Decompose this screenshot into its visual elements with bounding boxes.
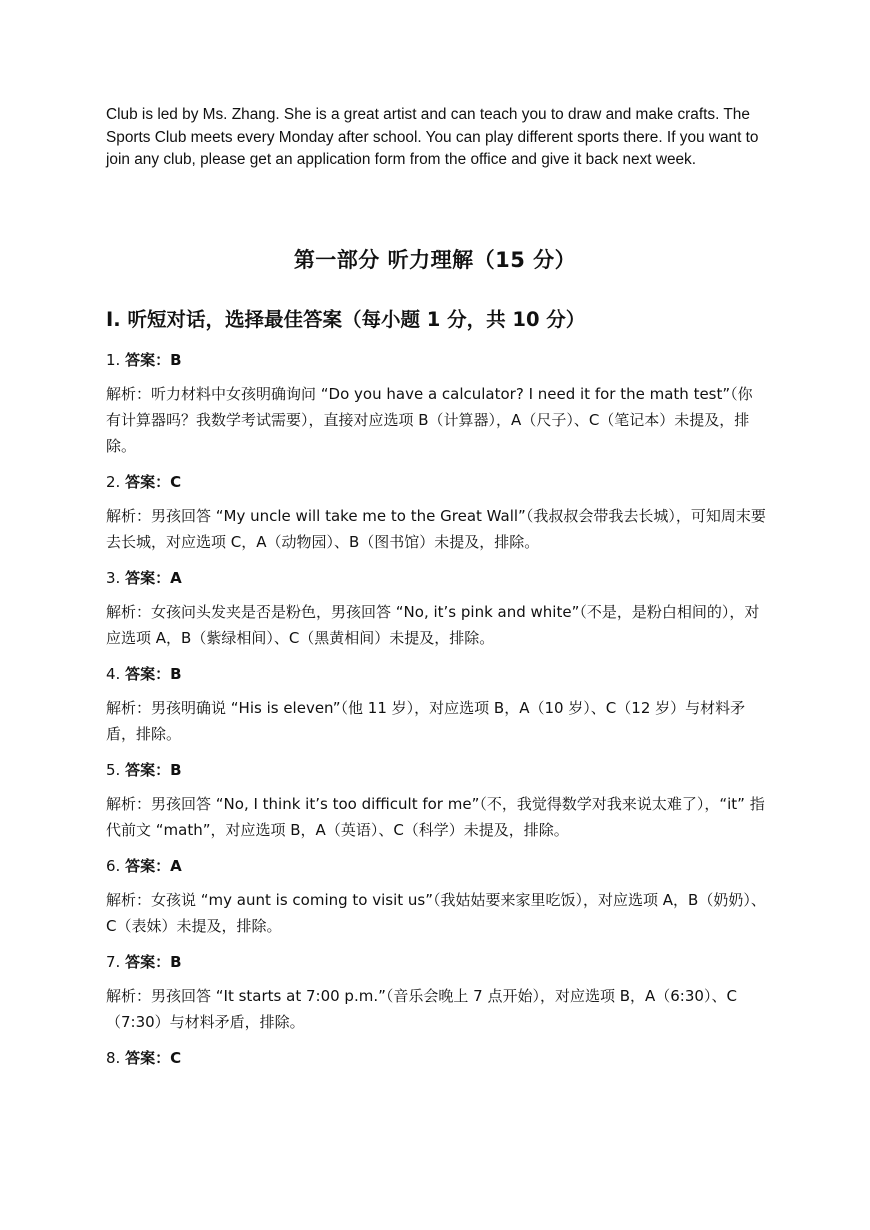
answer-label: 答案： [125, 665, 171, 683]
analysis-text: 解析：听力材料中女孩明确询问 “Do you have a calculator? I need it for the math test”（你有计算器吗？我数学考试需要），直接对应选项 B（计算器），A（尺子）、C（笔记本）未提及，排除。 [106, 385, 753, 455]
answer-label: 答案： [125, 857, 171, 875]
answer-label: 答案： [125, 351, 171, 369]
question-number: 7. [106, 953, 121, 971]
answer-line [106, 472, 181, 492]
answer-label: 答案： [125, 473, 171, 491]
question-number: 5. [106, 761, 121, 779]
analysis-text: 解析：女孩问头发夹是否是粉色，男孩回答 “No, it’s pink and white”（不是，是粉白相间的），对应选项 A，B（紫绿相间）、C（黑黄相间）未提及，排除。 [106, 603, 760, 647]
answer-value: C [170, 473, 182, 491]
answer-label: 答案： [125, 953, 171, 971]
answer-line [106, 856, 182, 876]
question-number: 3. [106, 569, 121, 587]
answer-line [106, 350, 182, 370]
answer-label: 答案： [125, 761, 171, 779]
question-number: 6. [106, 857, 121, 875]
answer-label: 答案： [125, 1049, 171, 1067]
answer-value: B [170, 351, 182, 369]
answer-line [106, 952, 182, 972]
answer-value: B [170, 665, 182, 683]
question-number: 4. [106, 665, 121, 683]
analysis-text: 解析：男孩回答 “No, I think it’s too difficult for me”（不，我觉得数学对我来说太难了），“it” 指代前文 “math”，对应选项 B，A（英语）、C（科学）未提及，排除。 [106, 795, 765, 839]
answer-line [106, 1048, 181, 1068]
answer-value: C [170, 1049, 182, 1067]
answer-value: A [170, 569, 182, 587]
question-number: 8. [106, 1049, 121, 1067]
section-title: I. 听短对话，选择最佳答案（每小题 1 分，共 10 分） [106, 308, 586, 331]
answer-line [106, 760, 182, 780]
analysis-text: 解析：男孩回答 “My uncle will take me to the Great Wall”（我叔叔会带我去长城），可知周末要去长城，对应选项 C，A（动物园）、B（图书馆）未提及，排除。 [106, 507, 766, 551]
analysis-text: 解析：男孩回答 “It starts at 7:00 p.m.”（音乐会晚上 7 点开始），对应选项 B，A（6:30）、C（7:30）与材料矛盾，排除。 [106, 987, 737, 1031]
analysis-text: 解析：男孩明确说 “His is eleven”（他 11 岁），对应选项 B，A（10 岁）、C（12 岁）与材料矛盾，排除。 [106, 699, 746, 743]
answer-value: B [170, 761, 182, 779]
question-number: 1. [106, 351, 121, 369]
intro-paragraph: Club is led by Ms. Zhang. She is a great artist and can teach you to draw and make crafts. The Sports Club meets every Monday after school. You can play different sports there. If you want to join any club, please get an application form from the office and give it back next week. [106, 106, 759, 168]
answer-value: B [170, 953, 182, 971]
question-number: 2. [106, 473, 121, 491]
answer-line [106, 568, 182, 588]
answer-line [106, 664, 182, 684]
answer-value: A [170, 857, 182, 875]
analysis-text: 解析：女孩说 “my aunt is coming to visit us”（我姑姑要来家里吃饭），对应选项 A，B（奶奶）、C（表妹）未提及，排除。 [106, 891, 766, 935]
answer-label: 答案： [125, 569, 171, 587]
part-title: 第一部分 听力理解（15 分） [293, 248, 577, 272]
